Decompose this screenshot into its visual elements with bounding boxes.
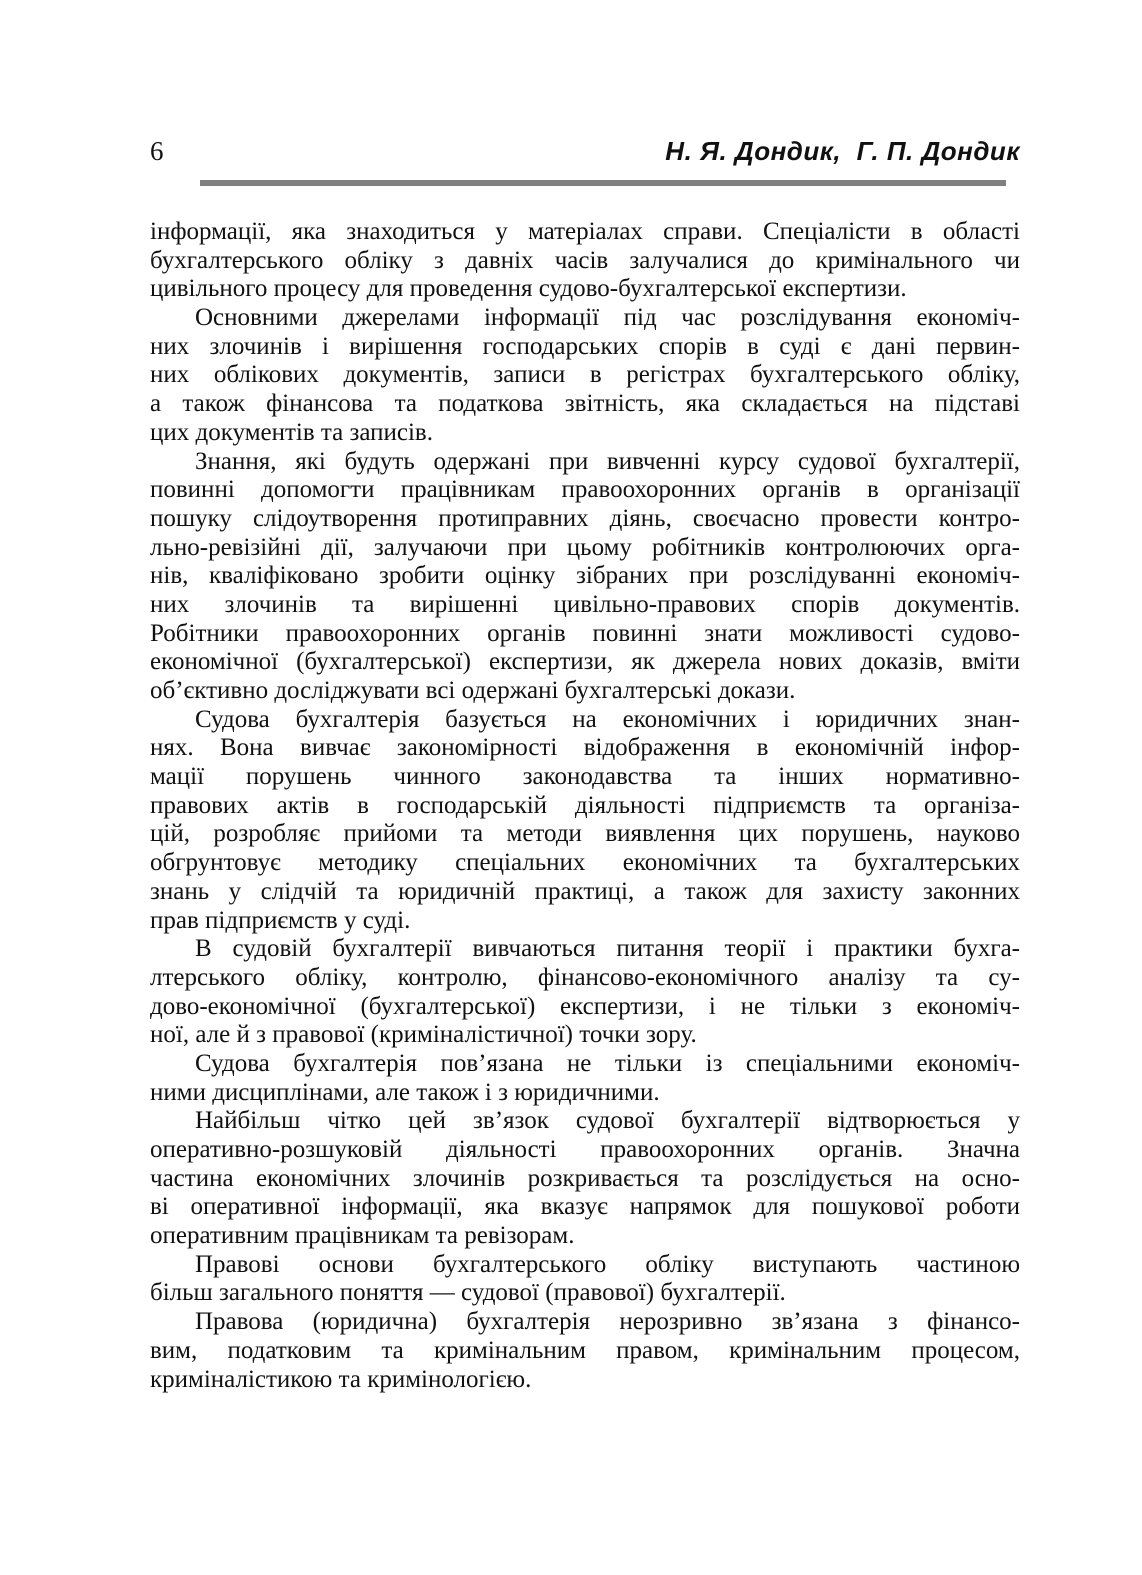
paragraph xyxy=(150,1107,1020,1250)
page-number: 6 xyxy=(150,136,164,166)
paragraph xyxy=(150,218,1020,304)
text-line: більш загального поняття — судової (правової) бухгалтерії. xyxy=(150,1279,786,1307)
body-text xyxy=(150,218,1020,1394)
text-line: оперативно-розшуковій діяльності правоохоронних органів. Значна xyxy=(150,1136,1020,1163)
text-line: інформації, яка знаходиться у матеріалах справи. Спеціалісти в області xyxy=(150,218,1020,245)
text-line: Основними джерелами інформації під час розслідування економіч- xyxy=(195,304,1020,332)
text-line: нях. Вона вивчає закономірності відображення в економічній інфор- xyxy=(150,734,1020,762)
text-line: пошуку слідоутворення протиправних діянь, своєчасно провести контро- xyxy=(150,504,1020,532)
text-line: них злочинів і вирішення господарських спорів в суді є дані первин- xyxy=(150,332,1020,360)
paragraph xyxy=(150,706,1020,936)
text-line: цивільного процесу для проведення судово-бухгалтерської експертизи. xyxy=(150,275,907,303)
text-line: оперативним працівникам та ревізорам. xyxy=(150,1222,575,1250)
text-line: а також фінансова та податкова звітність, яка складається на підставі xyxy=(150,390,1020,418)
text-line: Робітники правоохоронних органів повинні знати можливості судово- xyxy=(150,619,1020,647)
paragraph xyxy=(150,304,1020,447)
text-line: обгрунтовує методику спеціальних економічних та бухгалтерських xyxy=(150,849,1020,877)
header-rule xyxy=(200,180,1006,186)
text-line: ної, але й з правової (криміналістичної) точки зору. xyxy=(150,1021,697,1049)
running-head-authors: Н. Я. Дондик, Г. П. Дондик xyxy=(665,136,1020,166)
text-line: Правова (юридична) бухгалтерія нерозривно зв’язана з фінансо- xyxy=(195,1308,1020,1336)
text-line: бухгалтерського обліку з давніх часів залучалися до кримінального чи xyxy=(150,246,1020,274)
text-line: вим, податковим та кримінальним правом, кримінальним процесом, xyxy=(150,1336,1020,1364)
text-line: мації порушень чинного законодавства та інших нормативно- xyxy=(150,763,1020,791)
text-line: Судова бухгалтерія пов’язана не тільки із спеціальними економіч- xyxy=(195,1049,1020,1077)
text-line: Найбільш чітко цей зв’язок судової бухгалтерії відтворюється у xyxy=(195,1107,1020,1135)
text-line: частина економічних злочинів розкривається та розслідується на осно- xyxy=(150,1164,1020,1192)
text-line: Судова бухгалтерія базується на економічних і юридичних знан- xyxy=(195,705,1020,733)
text-line: правових актів в господарській діяльності підприємств та організа- xyxy=(150,791,1020,819)
text-line: Правові основи бухгалтерського обліку виступають частиною xyxy=(195,1250,1020,1278)
paragraph xyxy=(150,1251,1020,1308)
running-header xyxy=(150,136,1020,167)
text-line: них злочинів та вирішенні цивільно-правових спорів документів. xyxy=(150,590,1020,618)
paragraph xyxy=(150,448,1020,706)
text-line: об’єктивно досліджувати всі одержані бухгалтерські докази. xyxy=(150,677,796,704)
paragraph xyxy=(150,1308,1020,1394)
text-line: криміналістикою та кримінологією. xyxy=(150,1365,532,1393)
paragraph xyxy=(150,935,1020,1050)
text-line: льно-ревізійні дії, залучаючи при цьому робітників контролюючих орга- xyxy=(150,533,1020,561)
text-line: лтерського обліку, контролю, фінансово-економічного аналізу та су- xyxy=(150,963,1020,991)
text-line: знань у слідчій та юридичній практиці, а також для захисту законних xyxy=(150,877,1020,905)
text-line: них облікових документів, записи в регістрах бухгалтерського обліку, xyxy=(150,361,1020,389)
text-line: економічної (бухгалтерської) експертизи, як джерела нових доказів, вміти xyxy=(150,648,1020,676)
text-line: цій, розробляє прийоми та методи виявлення цих порушень, науково xyxy=(150,820,1020,848)
paragraph xyxy=(150,1050,1020,1107)
text-line: повинні допомогти працівникам правоохоронних органів в організації xyxy=(150,476,1020,504)
text-line: нів, кваліфіковано зробити оцінку зібраних при розслідуванні економіч- xyxy=(150,562,1020,590)
text-line: цих документів та записів. xyxy=(150,418,433,446)
text-line: В судовій бухгалтерії вивчаються питання теорії і практики бухга- xyxy=(195,935,1020,963)
text-line: Знання, які будуть одержані при вивченні курсу судової бухгалтерії, xyxy=(195,447,1020,475)
text-line: ними дисциплінами, але також і з юридичними. xyxy=(150,1078,660,1106)
text-line: прав підприємств у суді. xyxy=(150,906,411,934)
text-line: ві оперативної інформації, яка вказує напрямок для пошукової роботи xyxy=(150,1193,1020,1221)
text-line: дово-економічної (бухгалтерської) експертизи, і не тільки з економіч- xyxy=(150,992,1020,1020)
